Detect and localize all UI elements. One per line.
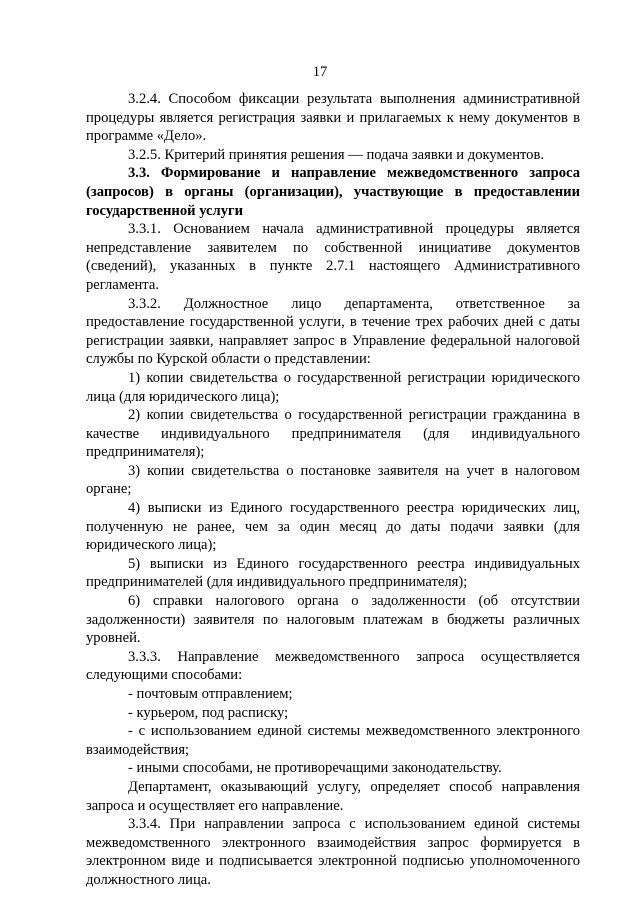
list-item-2: 2) копии свидетельства о государственной регистрации гражданина в качестве индивидуального предпринимателя (для индивидуального предпринимателя); xyxy=(86,407,580,461)
list-item-6: 6) справки налогового органа о задолженности (об отсутствии задолженности) заявителя по налоговым платежам в бюджеты различных уровней. xyxy=(86,593,580,647)
list-item-3: 3) копии свидетельства о постановке заявителя на учет в налоговом органе; xyxy=(86,462,580,498)
method-item-other: - иными способами, не противоречащими законодательству. xyxy=(128,760,502,777)
paragraph-3-3-1: 3.3.1. Основанием начала административной процедуры является непредставление заявителем по собственной инициативе документов (сведений), указанных в пункте 2.7.1 настоящего Административного регламента. xyxy=(86,221,580,293)
list-item-5: 5) выписки из Единого государственного реестра индивидуальных предпринимателей (для индивидуального предпринимателя); xyxy=(86,555,580,591)
list-item-1: 1) копии свидетельства о государственной регистрации юридического лица (для юридического лица); xyxy=(86,369,580,405)
paragraph-3-3-3: 3.3.3. Направление межведомственного запроса осуществляется следующими способами: xyxy=(86,648,580,684)
method-item-postal: - почтовым отправлением; xyxy=(128,686,293,702)
document-body xyxy=(86,90,580,890)
method-item-electronic: - с использованием единой системы межведомственного электронного взаимодействия; xyxy=(86,723,580,758)
page-number: 17 xyxy=(312,64,328,80)
list-item-4: 4) выписки из Единого государственного реестра юридических лиц, полученную не ранее, чем за один месяц до даты подачи заявки (для юридического лица); xyxy=(86,500,580,554)
paragraph-3-3-2: 3.3.2. Должностное лицо департамента, ответственное за предоставление государственной услуги, в течение трех рабочих дней с даты регистрации заявки, направляет запрос в Управление федеральной налоговой службы по Курской области о представлении: xyxy=(86,295,580,368)
method-item-courier: - курьером, под расписку; xyxy=(128,704,289,721)
section-heading-3-3: 3.3. Формирование и направление межведомственного запроса (запросов) в органы (организации), участвующие в предоставлении государственной услуги xyxy=(86,165,580,219)
paragraph-department: Департамент, оказывающий услугу, определяет способ направления запроса и осуществляет его направление. xyxy=(86,778,580,814)
paragraph-3-2-4: 3.2.4. Способом фиксации результата выполнения административной процедуры является регистрация заявки и прилагаемых к нему документов в программе «Дело». xyxy=(86,91,580,145)
paragraph-3-2-5: 3.2.5. Критерий принятия решения — подача заявки и документов. xyxy=(128,146,545,163)
paragraph-3-3-4: 3.3.4. При направлении запроса с использованием единой системы межведомственного электронного взаимодействия запрос формируется в электронном виде и подписывается электронной подписью уполномоченного должностного лица. xyxy=(86,816,580,888)
